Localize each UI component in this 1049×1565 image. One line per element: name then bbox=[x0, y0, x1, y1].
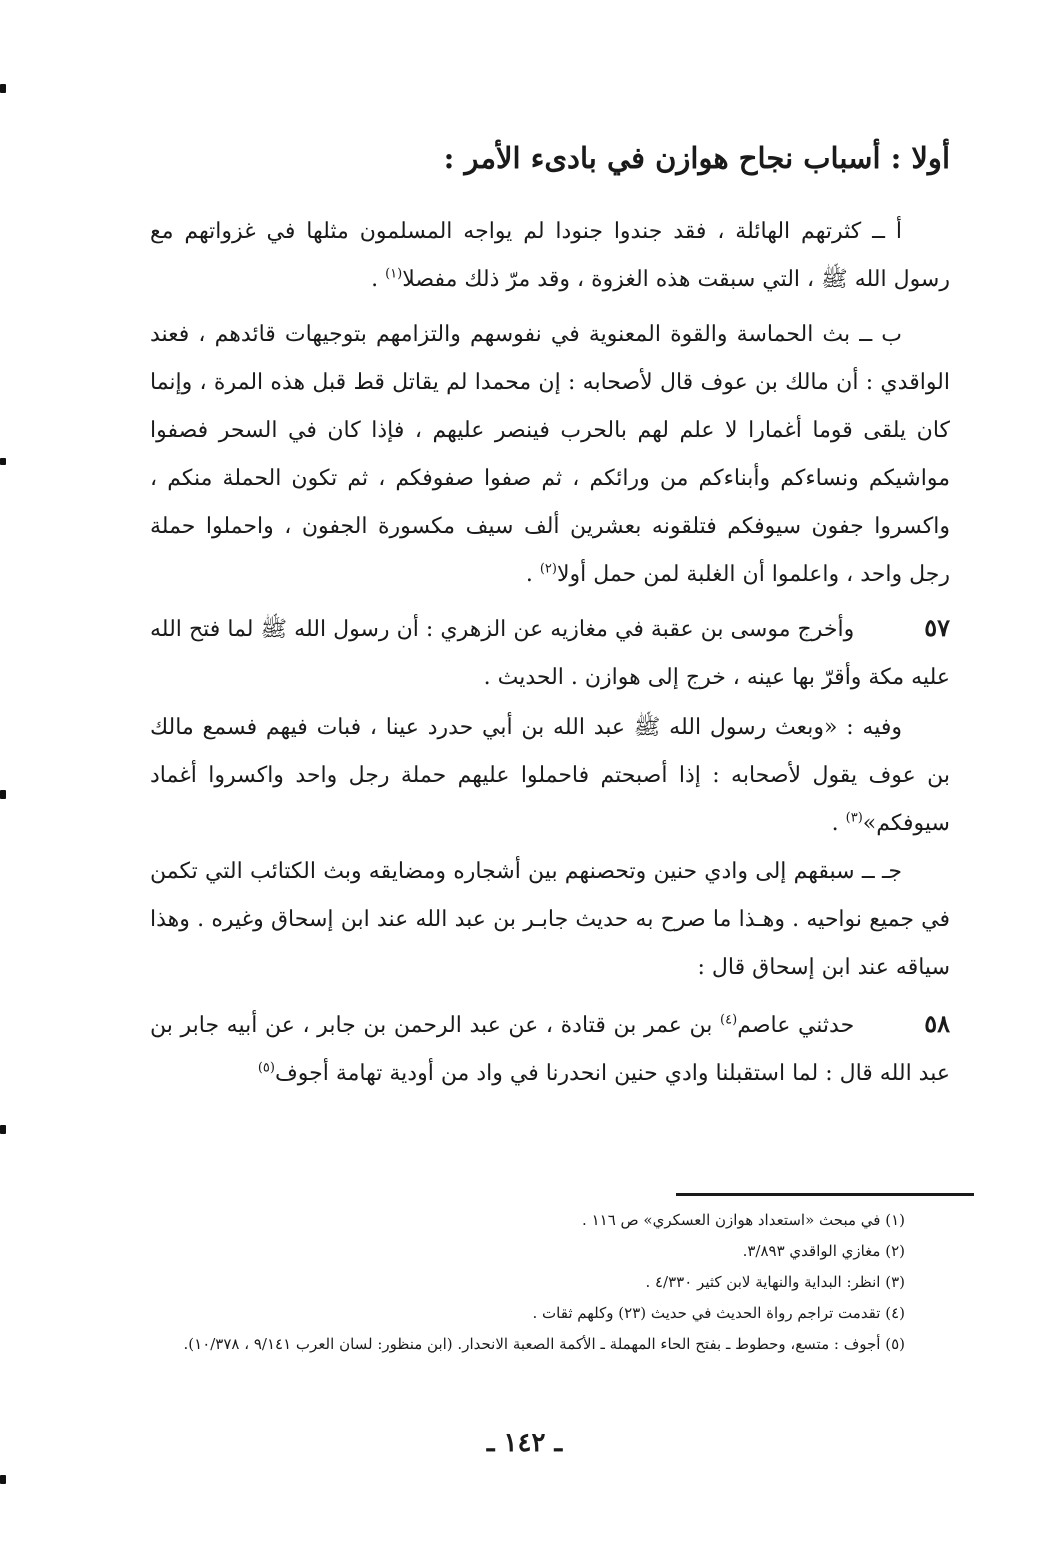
hadith-58 bbox=[150, 1000, 950, 1098]
scan-edge-mark bbox=[0, 790, 6, 799]
paragraph-b-end: . bbox=[525, 562, 540, 587]
footnote-1: (١) في مبحث «استعداد هوازن العسكري» ص ١١٦ . bbox=[582, 1211, 905, 1229]
footnote-divider bbox=[676, 1193, 974, 1196]
scan-edge-mark bbox=[0, 1125, 6, 1134]
footnote-ref-2: (٢) bbox=[539, 561, 557, 577]
paragraph-b-text: ب ــ بث الحماسة والقوة المعنوية في نفوسهم والتزامهم بتوجيهات قائدهم ، فعند الواقدي : أن مالك بن عوف قال لأصحابه : إن محمدا لم يقاتل قط قبل هذه المرة ، وإنما كان يلقى قوما أغمارا لا علم لهم بالحرب فينصر عليهم ، فإذا كان في السحر فصفوا مواشيكم ونساءكم وأبناءكم من ورائكم ، ثم صفوا صفوفكم ، ثم تكون الحملة منكم ، واكسروا جفون سيوفكم فتلقونه بعشرين ألف سيف مكسورة الجفون ، واحملوا حملة رجل واحد ، واعلموا أن الغلبة لمن حمل أولا bbox=[150, 322, 950, 587]
section-heading: أولا : أسباب نجاح هوازن في بادىء الأمر : bbox=[443, 141, 950, 175]
hadith-57-continued-end: . bbox=[831, 811, 846, 836]
footnote-4: (٤) تقدمت تراجم رواة الحديث في حديث (٢٣) وكلهم ثقات . bbox=[532, 1304, 905, 1322]
footnote-2: (٢) مغازي الواقدي ٣/٨٩٣. bbox=[742, 1242, 905, 1260]
hadith-57-continued-text: وفيه : «وبعث رسول الله ﷺ عبد الله بن أبي حدرد عينا ، فبات فيهم فسمع مالك بن عوف يقول لأصحابه : إذا أصبحتم فاحملوا عليهم حملة رجل واحد واكسروا أغماد سيوفكم» bbox=[150, 715, 950, 836]
scan-edge-mark bbox=[0, 458, 6, 465]
paragraph-b bbox=[150, 311, 950, 599]
hadith-58-text-2: بن عمر بن قتادة ، عن عبد الرحمن بن جابر ، عن أبيه جابر بن عبد الله قال : لما استقبلنا وادي حنين انحدرنا في واد من أودية تهامة أجوف bbox=[150, 1013, 950, 1086]
footnote-ref-4: (٤) bbox=[720, 1012, 738, 1028]
footnote-ref-1: (١) bbox=[385, 266, 403, 282]
hadith-58-text-1: حدثني عاصم bbox=[737, 1013, 855, 1038]
paragraph-a-text: أ ــ كثرتهم الهائلة ، فقد جندوا جنودا لم يواجه المسلمون مثلها في غزواتهم مع رسول الله ﷺ ، التي سبقت هذه الغزوة ، وقد مرّ ذلك مفصلا bbox=[150, 219, 950, 292]
footnotes-section bbox=[110, 1205, 905, 1360]
paragraph-c-text: جـ ــ سبقهم إلى وادي حنين وتحصنهم بين أشجاره ومضايقه وبث الكتائب التي تكمن في جميع نواحيه . وهـذا ما صرح به حديث جابـر بن عبد الله عند ابن إسحاق وغيره . وهذا سياقه عند ابن إسحاق قال : bbox=[150, 859, 950, 980]
hadith-57 bbox=[150, 604, 950, 702]
footnote-ref-5: (٥) bbox=[257, 1060, 275, 1076]
paragraph-c bbox=[150, 848, 950, 992]
hadith-number-58: ٥٨ bbox=[924, 1009, 950, 1038]
hadith-57-continued bbox=[150, 704, 950, 848]
page-number: ـ ١٤٢ ـ bbox=[486, 1428, 563, 1458]
footnote-5: (٥) أجوف : متسع، وحطوط ـ بفتح الحاء المهملة ـ الأكمة الصعبة الانحدار. (ابن منظور: لسان العرب ٩/١٤١ ، ١٠/٣٧٨). bbox=[183, 1335, 905, 1353]
footnote-ref-3: (٣) bbox=[845, 810, 863, 826]
scan-edge-mark bbox=[0, 1475, 6, 1484]
paragraph-a bbox=[150, 208, 950, 304]
hadith-number-57: ٥٧ bbox=[924, 613, 950, 642]
scan-edge-mark bbox=[0, 84, 6, 93]
hadith-57-text: وأخرج موسى بن عقبة في مغازيه عن الزهري : أن رسول الله ﷺ لما فتح الله عليه مكة وأقرّ بها عينه ، خرج إلى هوازن . الحديث . bbox=[150, 617, 950, 690]
footnote-3: (٣) انظر: البداية والنهاية لابن كثير ٤/٣٣٠ . bbox=[645, 1273, 905, 1291]
paragraph-a-end: . bbox=[371, 267, 386, 292]
